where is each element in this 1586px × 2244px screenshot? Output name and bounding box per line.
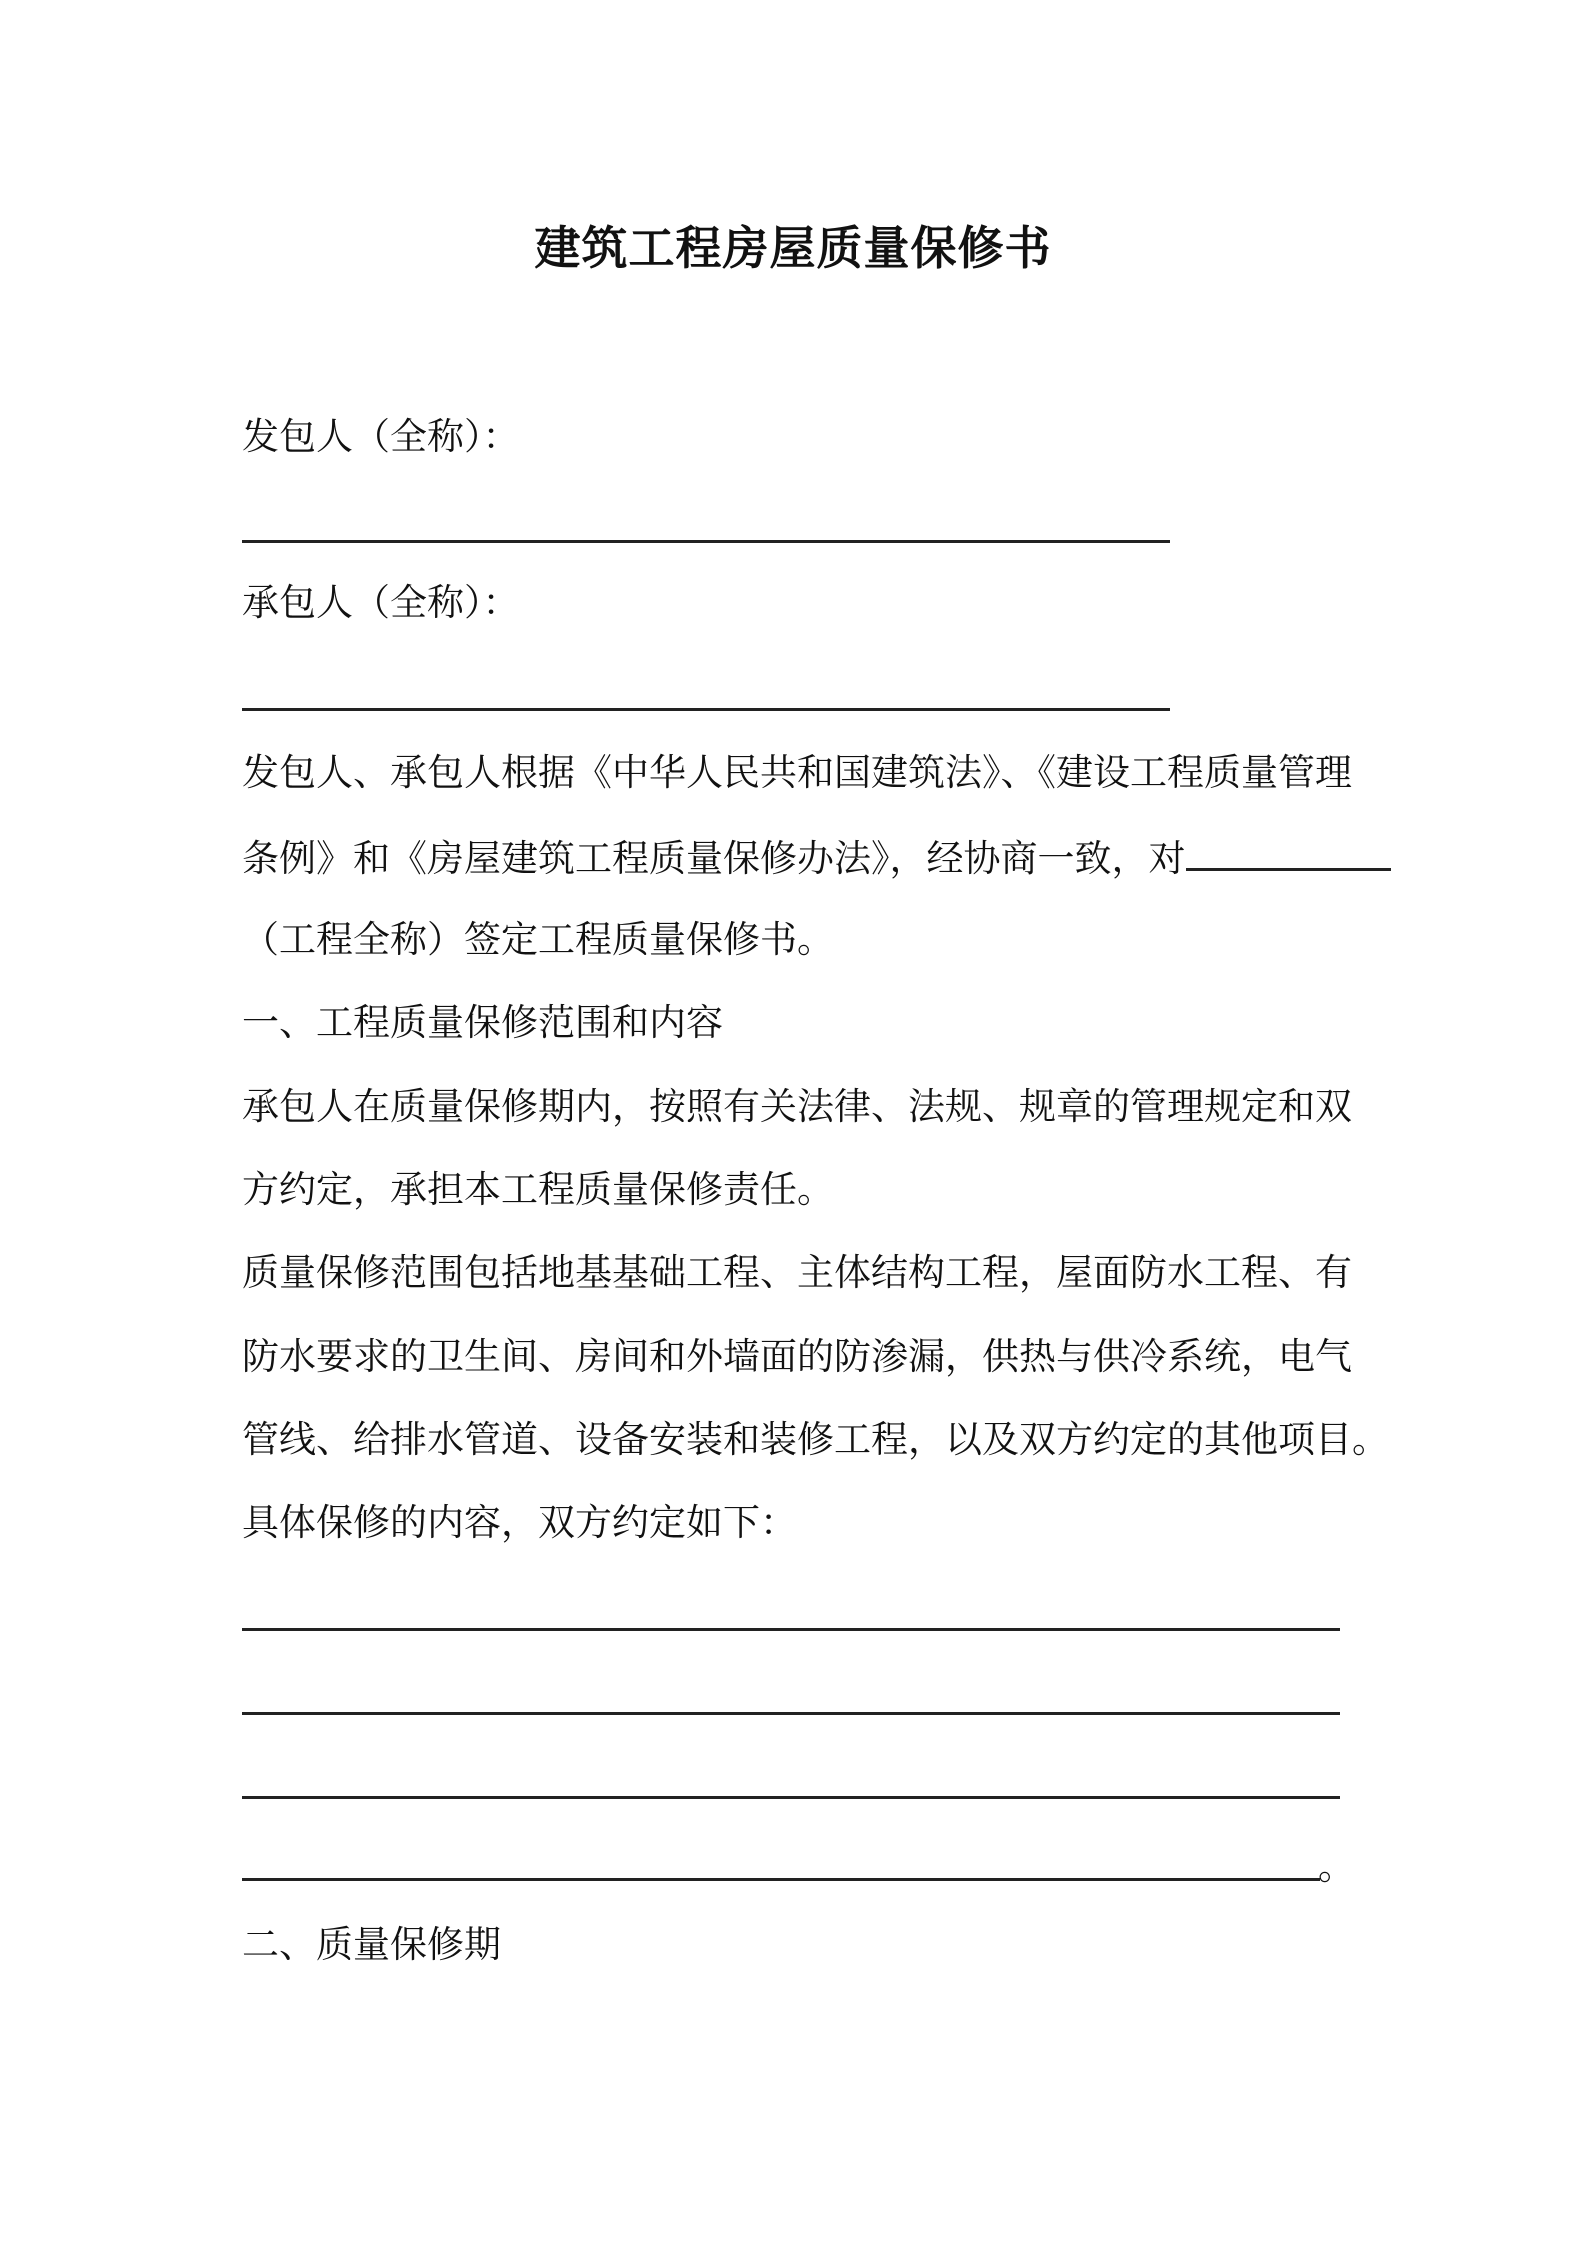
warranty-content-blank-2[interactable]: [242, 1712, 1340, 1715]
employer-label: 发包人（全称）：: [242, 415, 520, 458]
warranty-content-blank-1[interactable]: [242, 1628, 1340, 1631]
employer-name-blank[interactable]: [242, 540, 1170, 543]
contractor-name-blank[interactable]: [242, 708, 1170, 711]
preamble-line-3: （工程全称）签定工程质量保修书。: [242, 918, 834, 961]
section-1-para-2-line-2: 防水要求的卫生间、房间和外墙面的防渗漏，供热与供冷系统，电气: [242, 1335, 1352, 1378]
warranty-content-end-mark: 。: [1318, 1845, 1355, 1888]
preamble-line-1: 发包人、承包人根据《中华人民共和国建筑法》、《建设工程质量管理: [242, 751, 1352, 794]
project-name-blank[interactable]: [1186, 832, 1391, 871]
section-1-para-1-line-1: 承包人在质量保修期内，按照有关法律、法规、规章的管理规定和双: [242, 1085, 1352, 1128]
contractor-label: 承包人（全称）：: [242, 581, 520, 624]
section-1-para-2-line-1: 质量保修范围包括地基基础工程、主体结构工程，屋面防水工程、有: [242, 1251, 1352, 1294]
section-1-para-3: 具体保修的内容，双方约定如下：: [242, 1501, 797, 1544]
document-title: 建筑工程房屋质量保修书: [534, 221, 1052, 275]
section-1-heading: 一、工程质量保修范围和内容: [242, 1001, 723, 1044]
section-1-para-2-line-3: 管线、给排水管道、设备安装和装修工程，以及双方约定的其他项目。: [242, 1418, 1389, 1461]
warranty-content-blank-4[interactable]: [242, 1878, 1320, 1881]
section-1-para-1-line-2: 方约定，承担本工程质量保修责任。: [242, 1168, 834, 1211]
section-2-heading: 二、质量保修期: [242, 1923, 501, 1966]
warranty-content-blank-3[interactable]: [242, 1796, 1340, 1799]
preamble-line-2-text: 条例》和《房屋建筑工程质量保修办法》，经协商一致，对: [242, 837, 1186, 880]
preamble-line-2: [242, 832, 1391, 884]
